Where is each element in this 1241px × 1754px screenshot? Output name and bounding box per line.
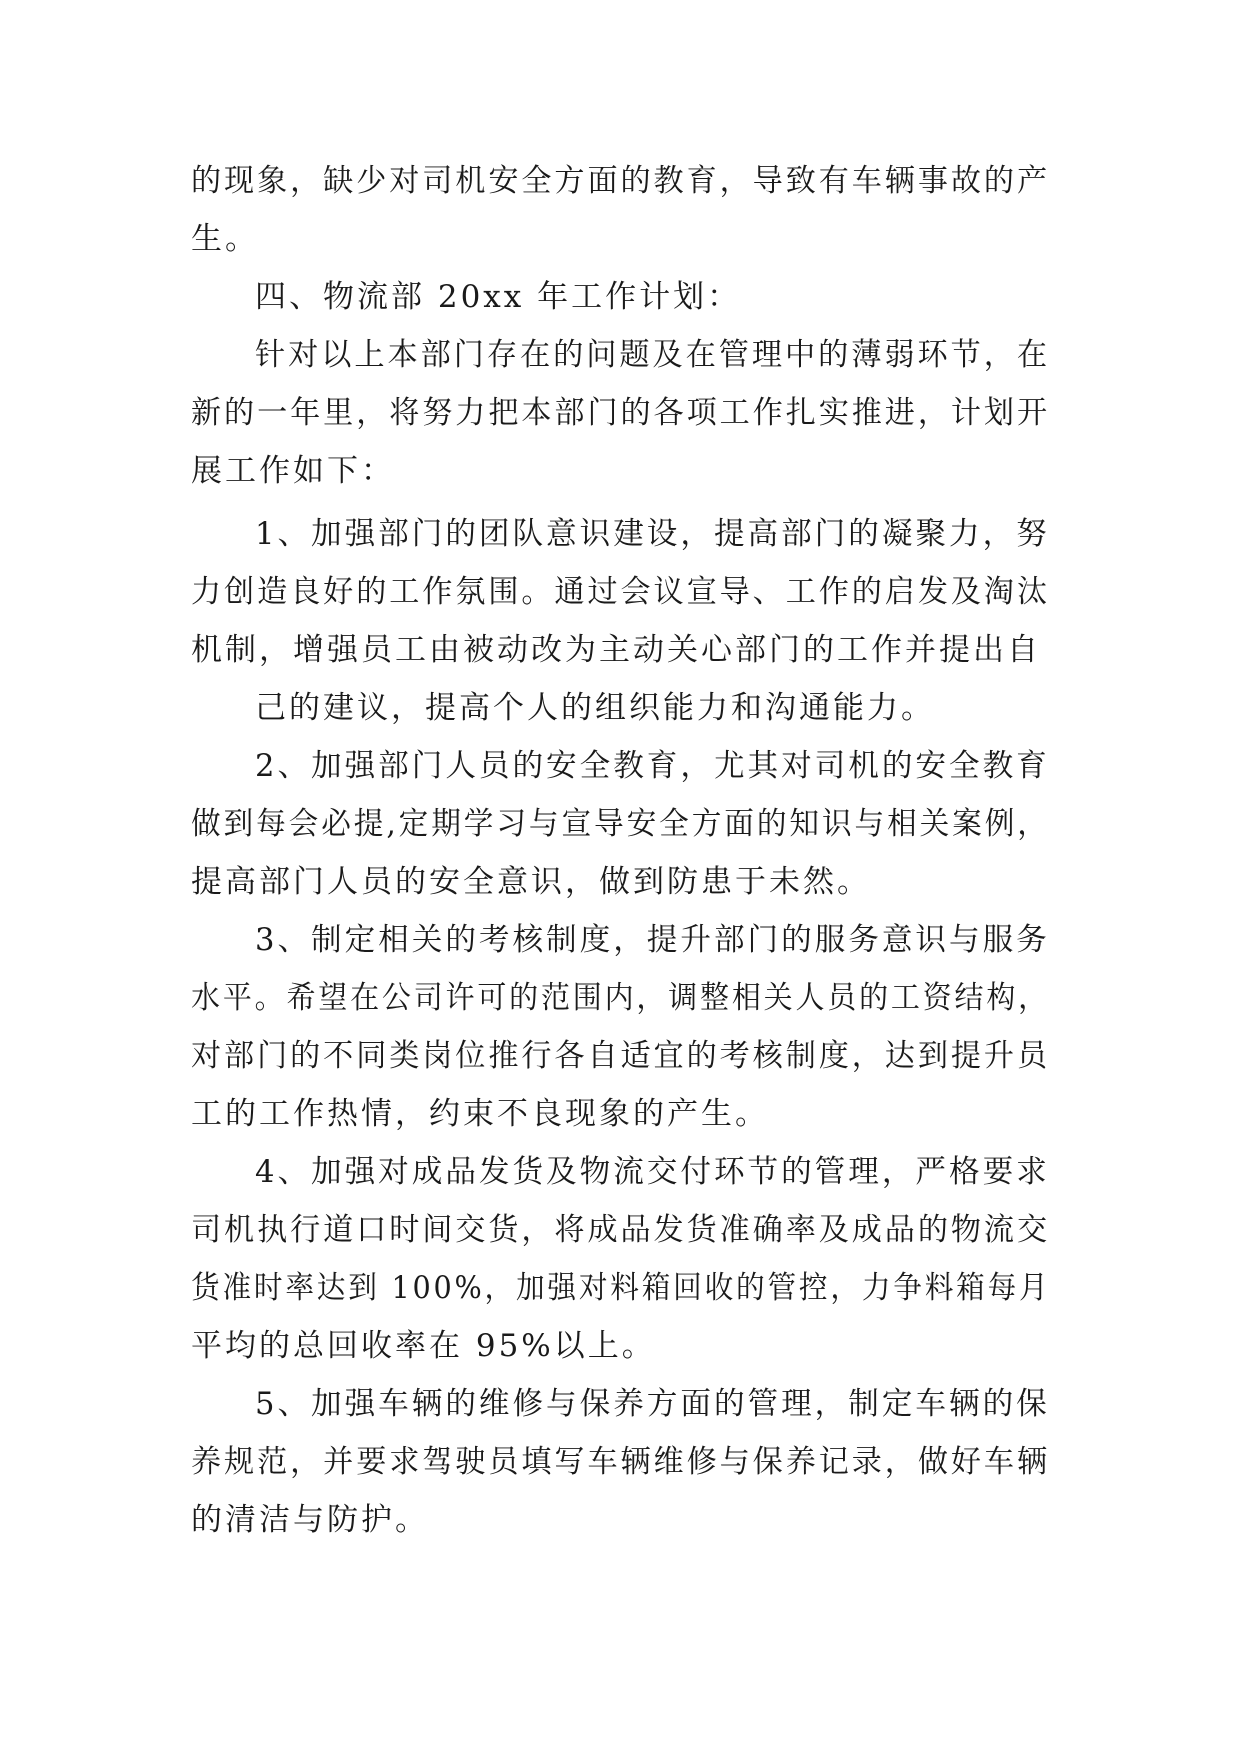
text-line: 针对以上本部门存在的问题及在管理中的薄弱环节，在 [255,337,1050,373]
text-line: 司机执行道口时间交货，将成品发货准确率及成品的物流交 [191,1212,1050,1248]
text-line: 生。 [191,221,259,257]
text-line: 1、加强部门的团队意识建设，提高部门的凝聚力，努 [255,516,1050,552]
text-line: 力创造良好的工作氛围。通过会议宣导、工作的启发及淘汰 [191,574,1050,610]
text-line: 机制，增强员工由被动改为主动关心部门的工作并提出自 [191,632,1041,668]
text-line: 2、加强部门人员的安全教育，尤其对司机的安全教育 [255,748,1050,784]
text-line: 展工作如下： [191,453,395,489]
text-line: 养规范，并要求驾驶员填写车辆维修与保养记录，做好车辆 [191,1444,1050,1480]
text-line: 做到每会必提,定期学习与宣导安全方面的知识与相关案例， [191,806,1050,842]
text-line: 的现象，缺少对司机安全方面的教育，导致有车辆事故的产 [191,163,1050,199]
text-line: 己的建议，提高个人的组织能力和沟通能力。 [255,690,935,726]
text-line: 工的工作热情，约束不良现象的产生。 [191,1096,769,1132]
text-line: 对部门的不同类岗位推行各自适宜的考核制度，达到提升员 [191,1038,1050,1074]
text-line: 3、制定相关的考核制度，提升部门的服务意识与服务 [255,922,1050,958]
text-line: 4、加强对成品发货及物流交付环节的管理，严格要求 [255,1154,1050,1190]
text-line: 5、加强车辆的维修与保养方面的管理，制定车辆的保 [255,1386,1050,1422]
text-line: 平均的总回收率在 95%以上。 [191,1328,656,1364]
section-heading: 四、物流部 20xx 年工作计划： [255,279,742,315]
text-line: 的清洁与防护。 [191,1502,429,1538]
text-line: 新的一年里，将努力把本部门的各项工作扎实推进，计划开 [191,395,1050,431]
text-line: 提高部门人员的安全意识，做到防患于未然。 [191,864,871,900]
text-line: 货准时率达到 100%，加强对料箱回收的管控，力争料箱每月 [191,1270,1051,1306]
text-line: 水平。希望在公司许可的范围内，调整相关人员的工资结构， [191,980,1050,1016]
